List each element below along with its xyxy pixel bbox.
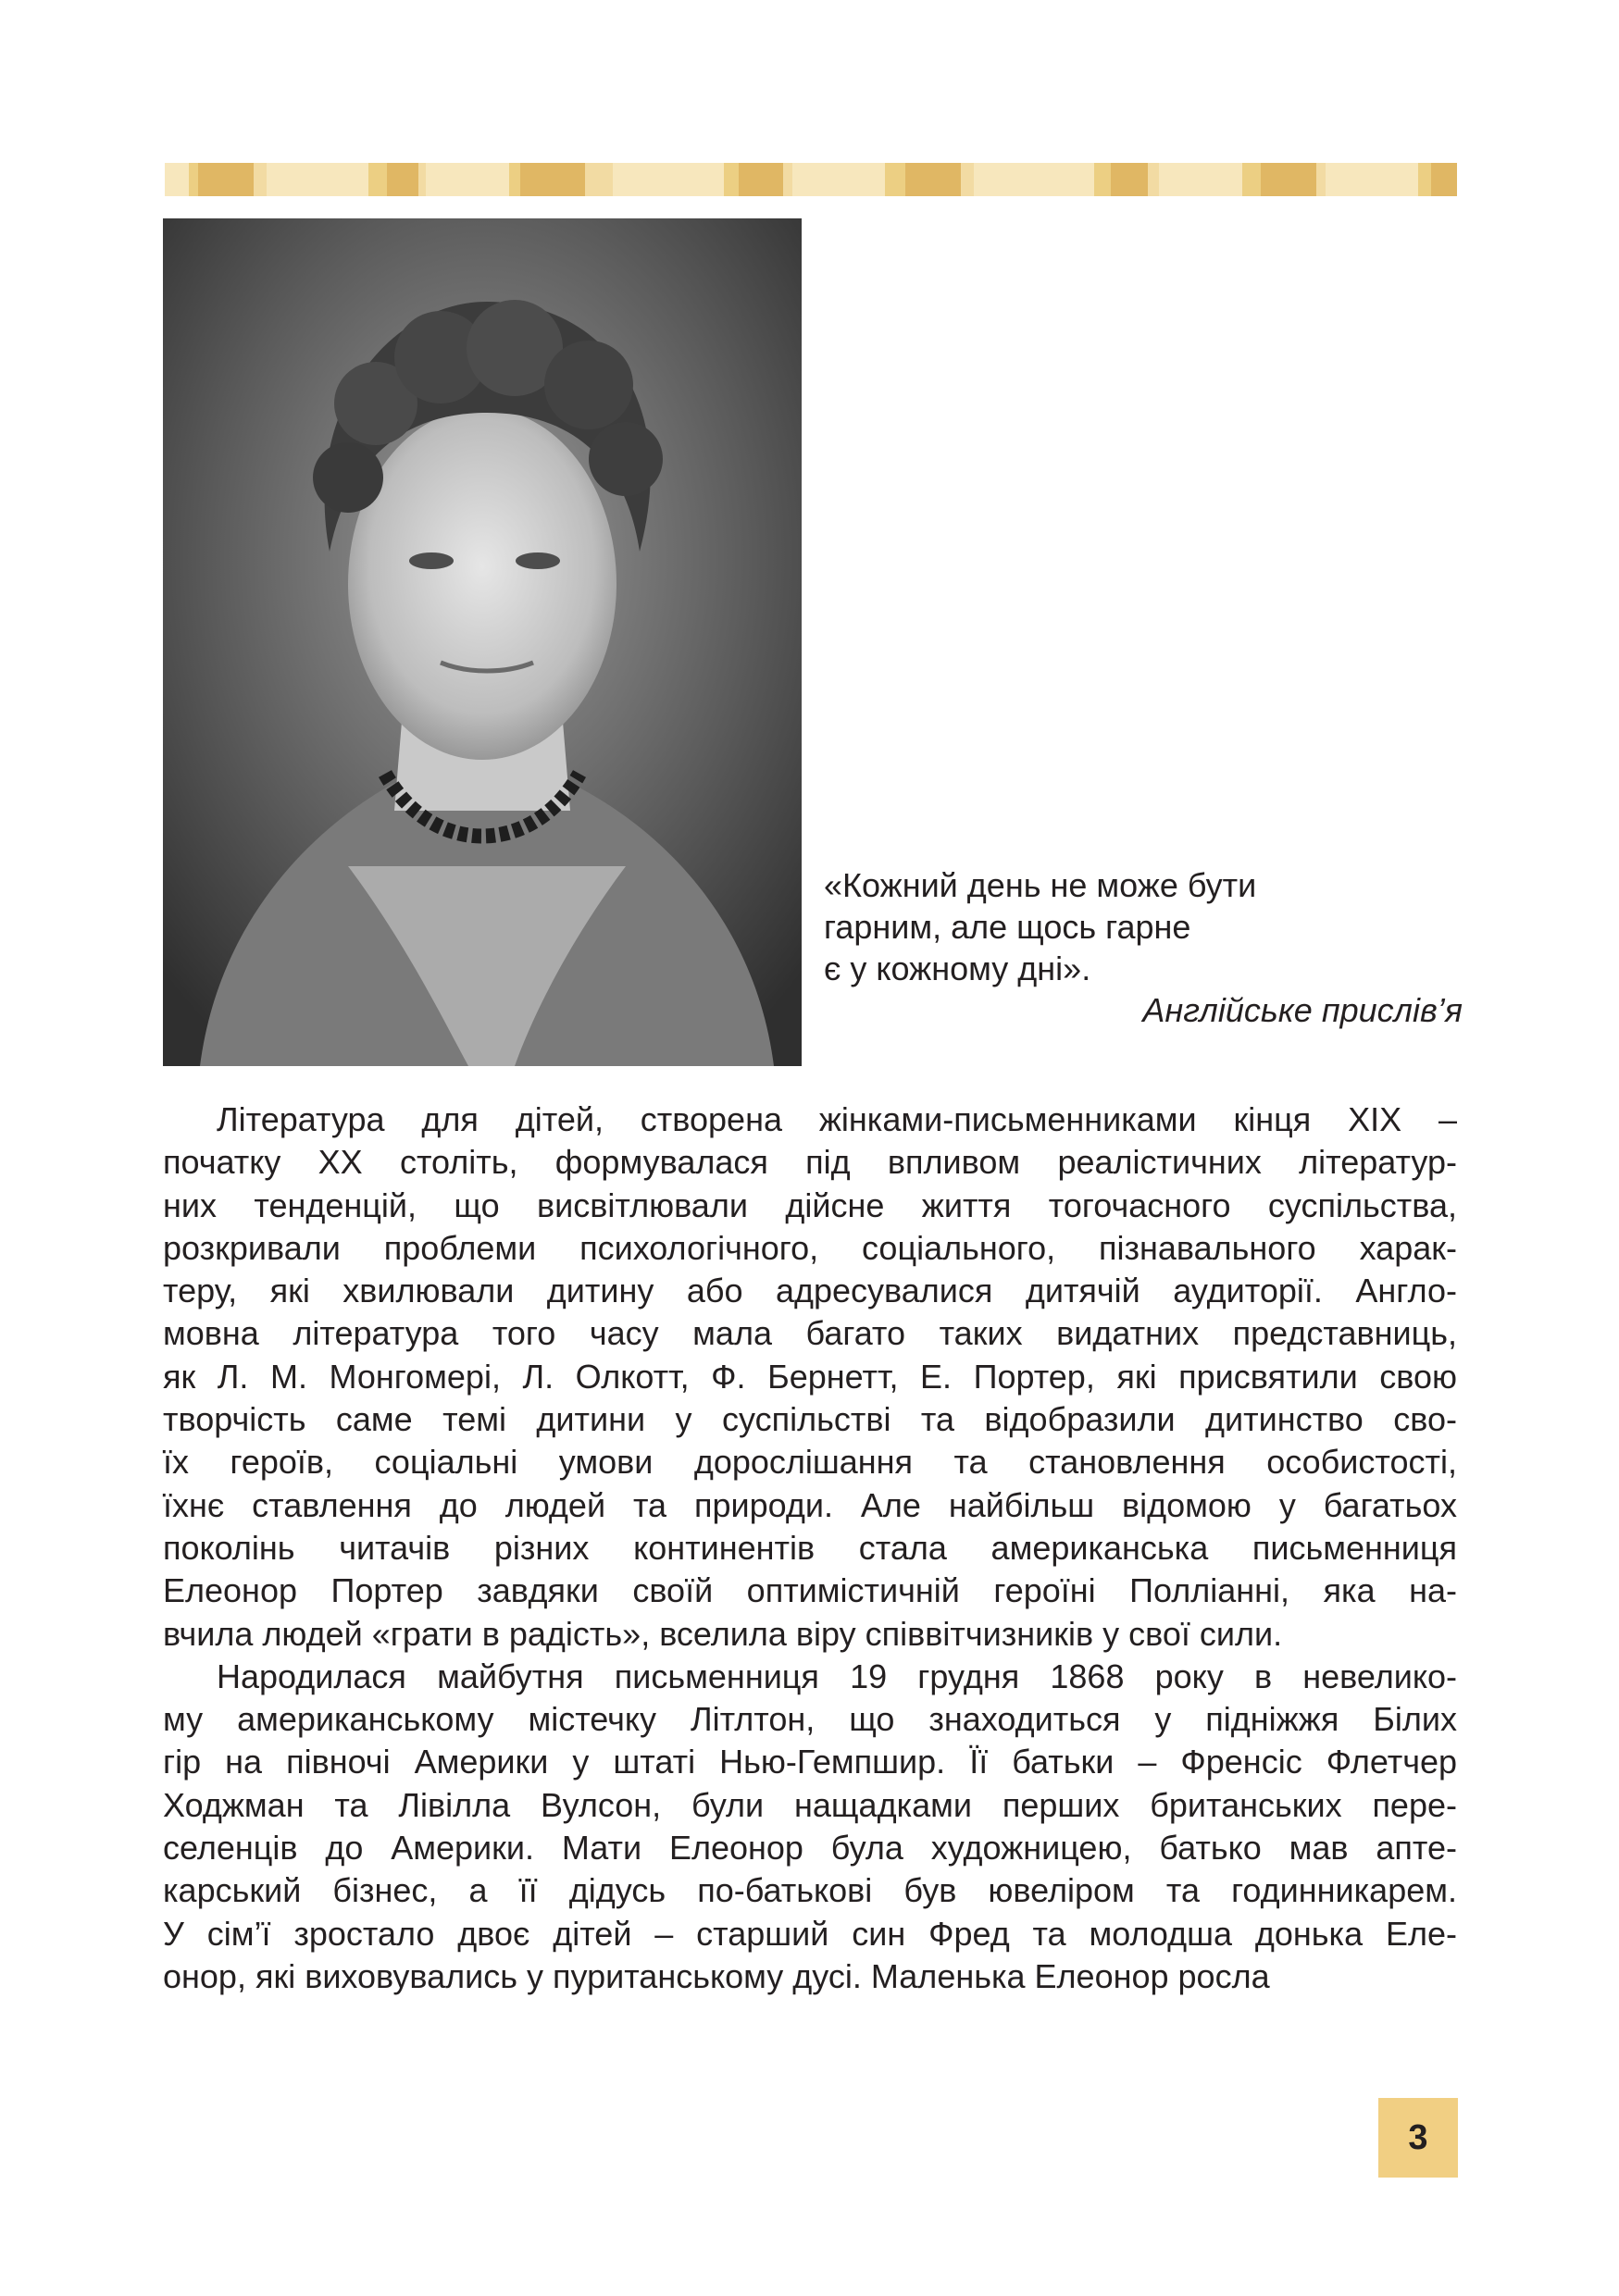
stripe-segment bbox=[1326, 163, 1418, 196]
text-line: початку XX століть, формувалася під впливом реалістичних літератур- bbox=[163, 1143, 1457, 1182]
epigraph bbox=[824, 864, 1463, 1031]
stripe-segment bbox=[974, 163, 1094, 196]
text-line: творчість саме темі дитини у суспільстві та відобразили дитинство сво- bbox=[163, 1400, 1457, 1439]
stripe-segment bbox=[267, 163, 368, 196]
stripe-segment bbox=[1431, 163, 1457, 196]
stripe-segment bbox=[1242, 163, 1261, 196]
text-line: му американському містечку Літлтон, що знаходиться у підніжжя Білих bbox=[163, 1700, 1457, 1739]
stripe-segment bbox=[254, 163, 267, 196]
stripe-segment bbox=[418, 163, 426, 196]
stripe-segment bbox=[198, 163, 254, 196]
stripe-segment bbox=[1094, 163, 1111, 196]
text-line: вчила людей «грати в радість», вселила віру співвітчизників у свої сили. bbox=[163, 1614, 1283, 1653]
text-line: Література для дітей, створена жінками-письменниками кінця XIX – bbox=[217, 1100, 1457, 1138]
text-line: їхнє ставлення до людей та природи. Але найбільш відомою у багатьох bbox=[163, 1485, 1457, 1524]
portrait-photo-icon bbox=[163, 218, 802, 1066]
stripe-segment bbox=[1418, 163, 1431, 196]
stripe-segment bbox=[739, 163, 783, 196]
text-line: гір на півночі Америки у штаті Нью-Гемпшир. Її батьки – Френсіс Флетчер bbox=[163, 1743, 1457, 1781]
stripe-segment bbox=[165, 163, 189, 196]
stripe-segment bbox=[905, 163, 961, 196]
epigraph-quote: «Кожний день не може бути гарним, але щось гарне є у кожному дні». bbox=[824, 866, 1257, 987]
stripe-segment bbox=[792, 163, 885, 196]
text-line: як Л. М. Монгомері, Л. Олкотт, Ф. Бернетт, Е. Портер, які присвятили свою bbox=[163, 1357, 1457, 1396]
stripe-segment bbox=[520, 163, 585, 196]
stripe-segment bbox=[189, 163, 198, 196]
paragraph-2 bbox=[163, 1656, 1457, 1998]
stripe-segment bbox=[1261, 163, 1316, 196]
stripe-segment bbox=[783, 163, 792, 196]
text-line: мовна література того часу мала багато таких видатних представниць, bbox=[163, 1314, 1457, 1353]
decorative-stripe bbox=[165, 163, 1457, 196]
text-line: карський бізнес, а її дідусь по-батькові був ювеліром та годинникарем. bbox=[163, 1871, 1457, 1910]
text-line: Ходжман та Лівілла Вулсон, були нащадками перших британських пере- bbox=[163, 1785, 1457, 1824]
stripe-segment bbox=[1316, 163, 1326, 196]
stripe-segment bbox=[426, 163, 509, 196]
stripe-segment bbox=[368, 163, 387, 196]
stripe-segment bbox=[1111, 163, 1148, 196]
text-line: онор, які виховувались у пуританському дусі. Маленька Елеонор росла bbox=[163, 1956, 1270, 1995]
text-line: поколінь читачів різних континентів стала американська письменниця bbox=[163, 1528, 1457, 1567]
epigraph-source: Англійське прислів’я bbox=[1142, 991, 1463, 1029]
author-portrait bbox=[163, 218, 802, 1066]
body-text bbox=[163, 1098, 1457, 1998]
text-line: них тенденцій, що висвітлювали дійсне життя тогочасного суспільства, bbox=[163, 1185, 1457, 1224]
text-line: Елеонор Портер завдяки своїй оптимістичній героїні Полліанні, яка на- bbox=[163, 1571, 1457, 1610]
stripe-segment bbox=[585, 163, 613, 196]
text-line: селенців до Америки. Мати Елеонор була художницею, батько мав апте- bbox=[163, 1829, 1457, 1868]
stripe-segment bbox=[387, 163, 418, 196]
paragraph-1 bbox=[163, 1098, 1457, 1656]
stripe-segment bbox=[1159, 163, 1242, 196]
text-line: їх героїв, соціальні умови дорослішання та становлення особистості, bbox=[163, 1443, 1457, 1482]
text-line: Народилася майбутня письменниця 19 грудня 1868 року в невелико- bbox=[217, 1657, 1457, 1695]
text-line: У сім’ї зростало двоє дітей – старший син Фред та молодша донька Еле- bbox=[163, 1914, 1457, 1953]
stripe-segment bbox=[724, 163, 739, 196]
page-number: 3 bbox=[1378, 2098, 1458, 2178]
stripe-segment bbox=[613, 163, 724, 196]
stripe-segment bbox=[885, 163, 905, 196]
stripe-segment bbox=[1148, 163, 1159, 196]
stripe-segment bbox=[509, 163, 520, 196]
text-line: теру, які хвилювали дитину або адресувалися дитячій аудиторії. Англо- bbox=[163, 1272, 1457, 1310]
stripe-segment bbox=[961, 163, 974, 196]
text-line: розкривали проблеми психологічного, соціального, пізнавального харак- bbox=[163, 1228, 1457, 1267]
